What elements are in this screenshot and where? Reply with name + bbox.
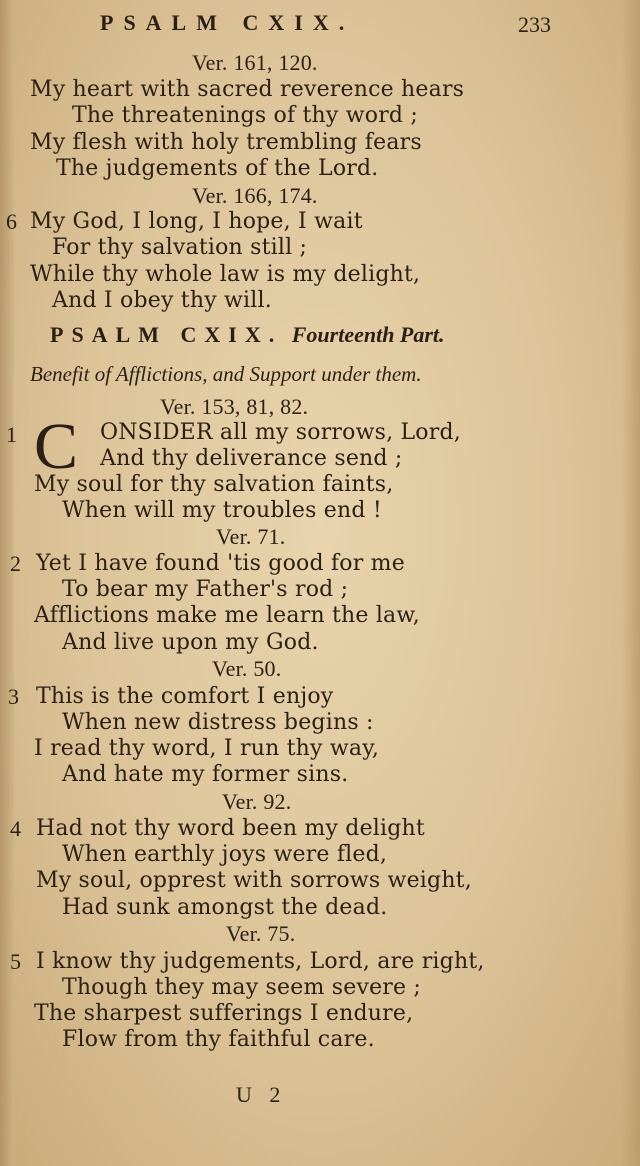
verse-line: My God, I long, I hope, I wait (30, 209, 363, 234)
verse-line: For thy salvation still ; (52, 235, 308, 260)
signature-mark: U 2 (236, 1082, 287, 1107)
verse-line: When earthly joys were fled, (62, 842, 388, 867)
part-heading (50, 322, 445, 348)
verse-reference: Ver. 50. (212, 656, 282, 681)
verse-line: This is the comfort I enjoy (36, 684, 334, 709)
verse-line: My soul for thy salvation faints, (34, 472, 394, 497)
part-heading-psalm: PSALM CXIX. (50, 322, 283, 347)
verse-line: I know thy judgements, Lord, are right, (36, 949, 485, 974)
verse-line: When will my troubles end ! (62, 498, 382, 523)
verse-reference: Ver. 75. (226, 921, 296, 946)
stanza-number: 6 (6, 209, 17, 234)
drop-cap: C (34, 410, 79, 483)
verse-line: My heart with sacred reverence hears (30, 77, 465, 102)
verse-line: The judgements of the Lord. (56, 156, 379, 181)
stanza-number: 4 (10, 816, 21, 841)
verse-reference: Ver. 92. (222, 789, 292, 814)
verse-line: My flesh with holy trembling fears (30, 130, 422, 155)
verse-line: Though they may seem severe ; (62, 975, 422, 1000)
verse-reference: Ver. 71. (216, 524, 286, 549)
verse-line: And I obey thy will. (52, 288, 272, 313)
part-heading-part: Fourteenth Part. (291, 322, 445, 347)
verse-line: Flow from thy faithful care. (62, 1027, 375, 1052)
part-subtitle: Benefit of Afflictions, and Support under them. (30, 362, 422, 386)
verse-line: The sharpest sufferings I endure, (34, 1001, 414, 1026)
stanza-number: 2 (10, 551, 21, 576)
verse-line: To bear my Father's rod ; (62, 577, 349, 602)
page-number: 233 (518, 12, 551, 37)
verse-line: While thy whole law is my delight, (30, 262, 421, 287)
verse-line: Afflictions make me learn the law, (34, 603, 420, 628)
verse-line: And thy deliverance send ; (100, 446, 403, 471)
verse-line: ONSIDER all my sorrows, Lord, (100, 420, 461, 445)
verse-line: And live upon my God. (62, 630, 319, 655)
verse-line: The threatenings of thy word ; (72, 103, 419, 128)
verse-reference: Ver. 166, 174. (192, 183, 318, 208)
page-edge-left (0, 0, 14, 1166)
verse-line: Had not thy word been my delight (36, 816, 425, 841)
verse-line: And hate my former sins. (62, 762, 349, 787)
stanza-number: 3 (8, 684, 19, 709)
stanza-number: 5 (10, 949, 21, 974)
verse-line: Yet I have found 'tis good for me (36, 551, 405, 576)
page-edge-right (622, 0, 640, 1166)
verse-line: My soul, opprest with sorrows weight, (36, 868, 472, 893)
verse-reference: Ver. 153, 81, 82. (160, 394, 309, 419)
stanza-number: 1 (6, 422, 17, 447)
verse-line: I read thy word, I run thy way, (34, 736, 380, 761)
verse-line: Had sunk amongst the dead. (62, 895, 388, 920)
verse-reference: Ver. 161, 120. (192, 50, 318, 75)
running-header: PSALM CXIX. (100, 10, 355, 35)
verse-line: When new distress begins : (62, 710, 374, 735)
